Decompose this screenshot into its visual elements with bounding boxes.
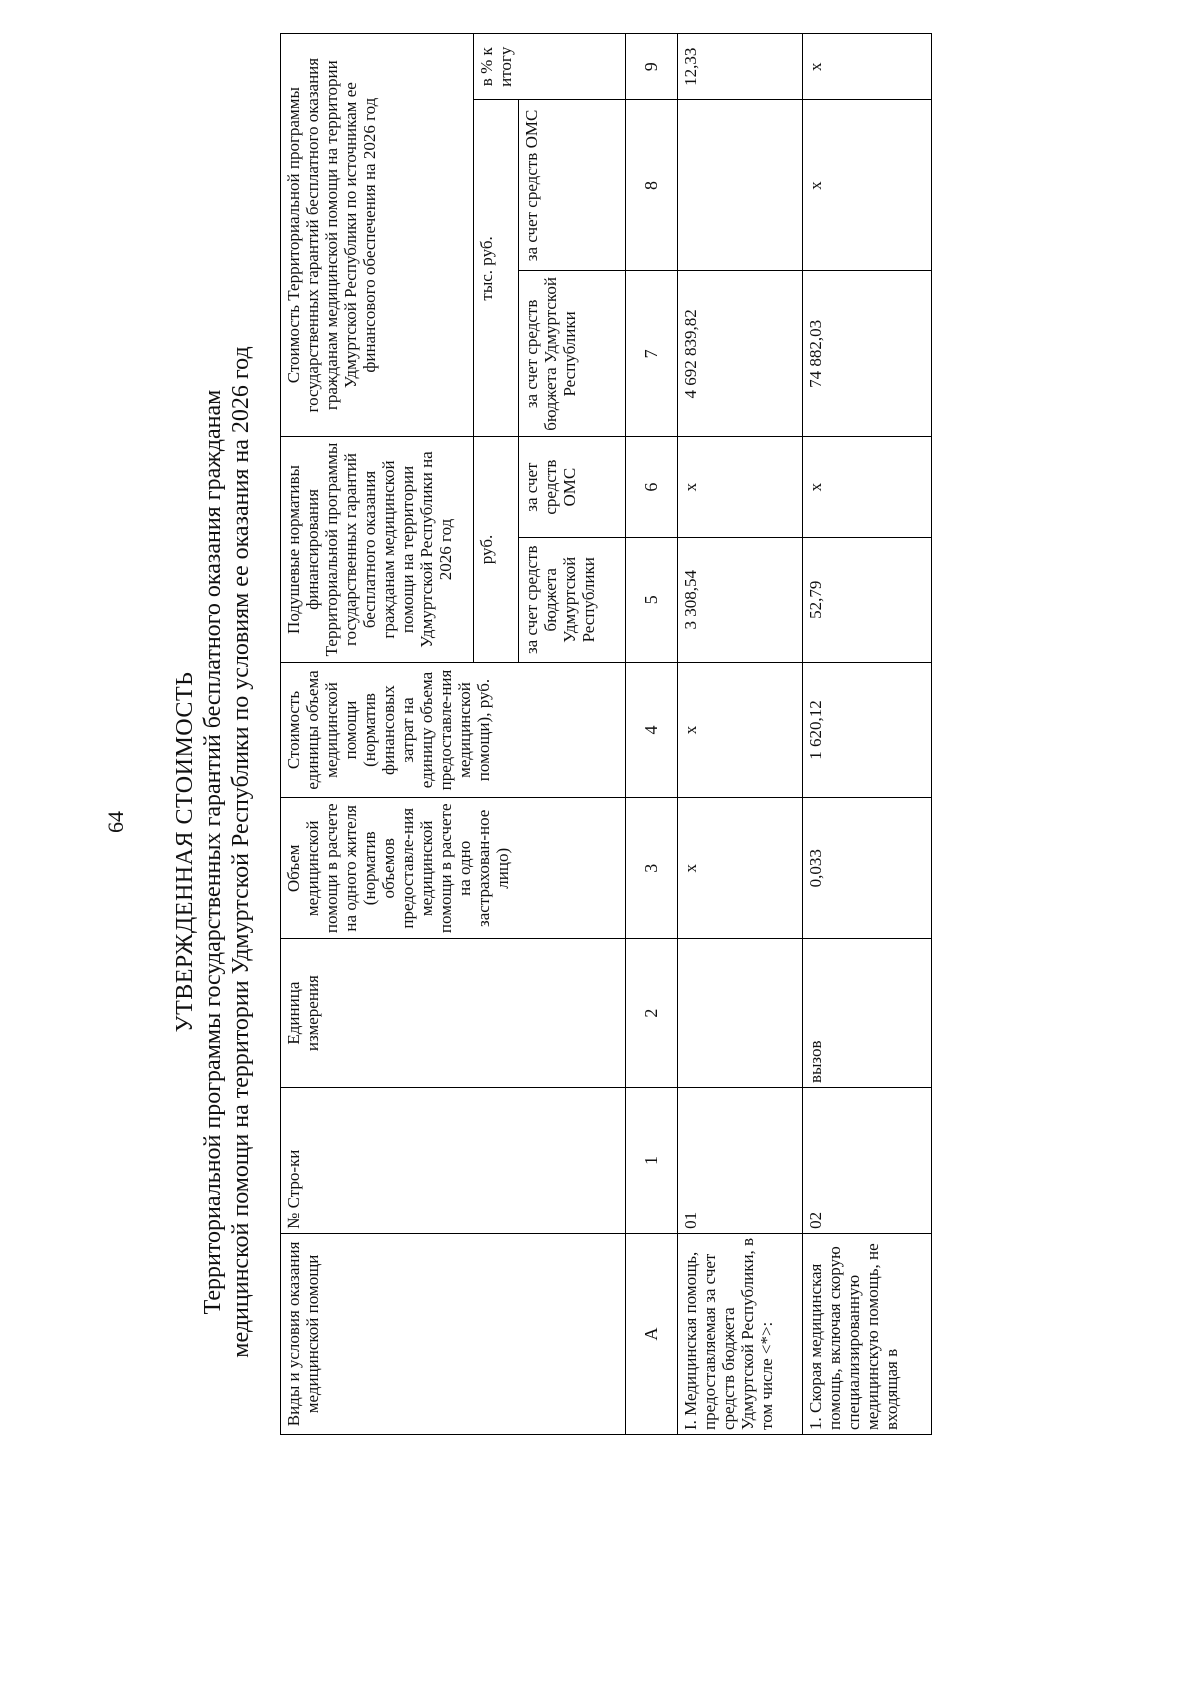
header-rub: руб. xyxy=(474,437,519,662)
column-number: 4 xyxy=(626,662,678,798)
row-unit-cost: x xyxy=(678,662,803,798)
row-oms-rub: x xyxy=(678,437,803,538)
header-unit: Единица измерения xyxy=(281,939,626,1088)
document-subtitle-line1: Территориальной программы государственных гарантий бесплатного оказания гражданам xyxy=(200,389,226,1315)
column-number: 9 xyxy=(626,34,678,100)
header-thous-rub: тыс. руб. xyxy=(474,100,519,437)
header-percent: в % к итогу xyxy=(474,34,626,100)
header-per-capita: Подушевые нормативы финансирования Территориальной программы государственных гарантий бесплатного оказания гражданам медицинской помощи на территории Удмуртской Республики на 2026 год xyxy=(281,437,474,662)
column-number: 5 xyxy=(626,537,678,662)
column-number: 7 xyxy=(626,271,678,437)
row-volume: 0,033 xyxy=(803,798,932,939)
row-oms-thous xyxy=(678,100,803,271)
row-unit xyxy=(678,939,803,1088)
header-oms-rub: за счет средств ОМС xyxy=(519,437,626,538)
row-oms-thous: x xyxy=(803,100,932,271)
row-budget-rub: 52,79 xyxy=(803,537,932,662)
header-row-no: № Стро-ки xyxy=(281,1088,626,1234)
table-row xyxy=(803,34,932,1435)
header-oms-thous: за счет средств ОМС xyxy=(519,100,626,271)
column-number: 1 xyxy=(626,1088,678,1234)
column-number: 3 xyxy=(626,798,678,939)
header-volume: Объем медицинской помощи в расчете на одного жителя (норматив объемов предоставле-ния медицинской помощи в расчете на одно застрахован-ное лицо) xyxy=(281,798,626,939)
row-budget-thous: 74 882,03 xyxy=(803,271,932,437)
header-budget-rub: за счет средств бюджета Удмуртской Республики xyxy=(519,537,626,662)
row-percent: x xyxy=(803,34,932,100)
row-budget-thous: 4 692 839,82 xyxy=(678,271,803,437)
column-number: 2 xyxy=(626,939,678,1088)
column-number: 6 xyxy=(626,437,678,538)
row-unit-cost: 1 620,12 xyxy=(803,662,932,798)
header-budget-thous: за счет средств бюджета Удмуртской Республики xyxy=(519,271,626,437)
row-oms-rub: x xyxy=(803,437,932,538)
row-name: 1. Скорая медицинская помощь, включая скорую специализированную медицинскую помощь, не входящая в xyxy=(803,1233,932,1434)
cost-table xyxy=(280,33,932,1435)
row-volume: x xyxy=(678,798,803,939)
header-total-cost: Стоимость Территориальной программы государственных гарантий бесплатного оказания гражданам медицинской помощи на территории Удмуртской Республики по источникам ее финансового обеспечения на 2026 год xyxy=(281,34,474,437)
header-types: Виды и условия оказания медицинской помощи xyxy=(281,1233,626,1434)
row-budget-rub: 3 308,54 xyxy=(678,537,803,662)
row-number: 01 xyxy=(678,1088,803,1234)
row-name: I. Медицинская помощь, предоставляемая за счет средств бюджета Удмуртской Республики, в том числе <*>: xyxy=(678,1233,803,1434)
row-percent: 12,33 xyxy=(678,34,803,100)
column-number: 8 xyxy=(626,100,678,271)
row-number: 02 xyxy=(803,1088,932,1234)
column-number: А xyxy=(626,1233,678,1434)
row-unit: вызов xyxy=(803,939,932,1088)
page-number: 64 xyxy=(103,811,128,833)
document-subtitle-line2: медицинской помощи на территории Удмуртской Республики по условиям ее оказания на 2026 год xyxy=(228,346,254,1358)
document-title: УТВЕРЖДЕННАЯ СТОИМОСТЬ xyxy=(172,671,198,1033)
table-row xyxy=(678,34,803,1435)
header-unit-cost: Стоимость единицы объема медицинской помощи (норматив финансовых затрат на единицу объема предоставле-ния медицинской помощи), руб. xyxy=(281,662,626,798)
